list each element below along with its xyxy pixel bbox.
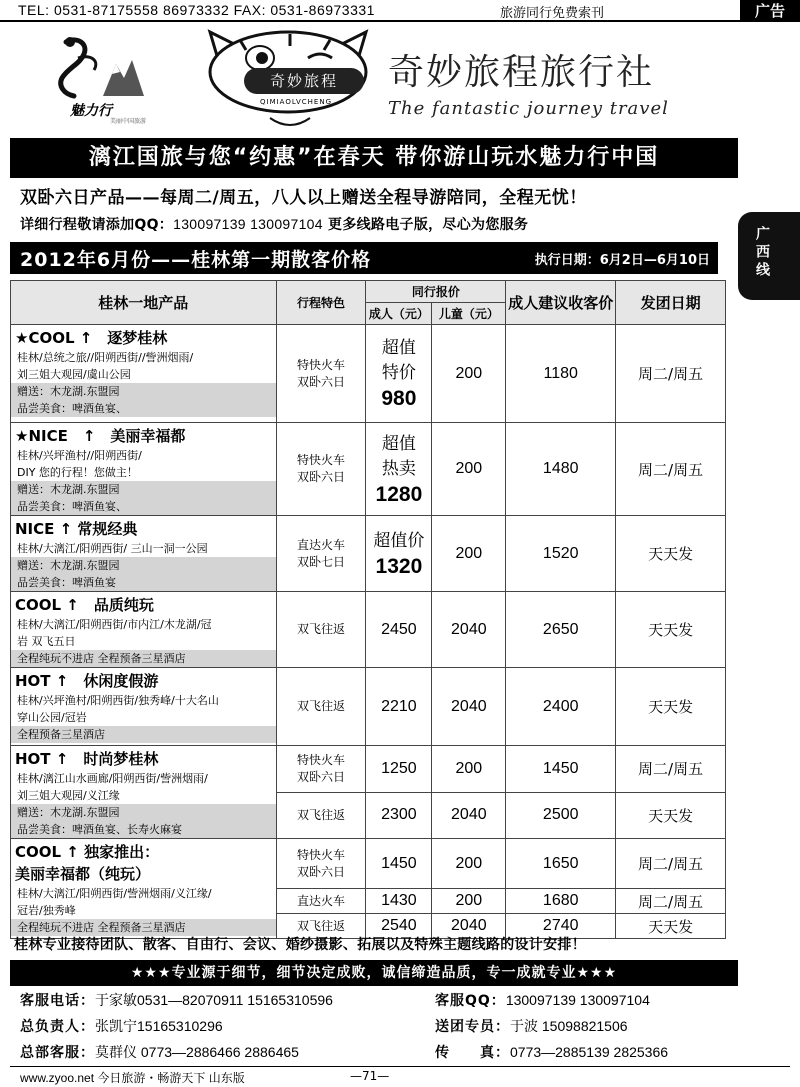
agency-english-name: The fantastic journey travel [388, 98, 669, 119]
feature-cell [276, 839, 366, 889]
meilixing-logo [40, 34, 160, 126]
itinerary-line: 桂林/漓江山水画廊/阳朔西街/訾洲烟雨/ [17, 772, 208, 785]
retail-price: 1650 [506, 839, 616, 889]
itinerary-line: 桂林/大漓江/阳朔西街/ 三山一洞一公园 [17, 542, 208, 555]
col-child: 儿童（元） [432, 303, 506, 325]
feature-text: 双卧七日 [297, 554, 346, 569]
qq-prefix: 详细行程敬请添加QQ： [20, 217, 174, 233]
feature-cell [276, 592, 366, 668]
feature-text: 双飞往返 [297, 699, 346, 713]
product-name: COOL ↑ 品质纯玩 [15, 596, 154, 614]
feature-cell [276, 325, 366, 423]
fax-value: 0773—2885139 2825366 [510, 1044, 669, 1060]
depart-days: 天天发 [616, 914, 726, 939]
bonus-line: 赠送：木龙湖.东盟园 [11, 481, 276, 498]
adult-price: 1280 [375, 482, 423, 506]
adult-price: 1320 [375, 554, 423, 578]
itinerary-line: 刘三姐大观园/虞山公园 [17, 368, 131, 381]
child-price: 2040 [432, 792, 506, 839]
depart-days: 周二/周五 [616, 839, 726, 889]
child-price: 200 [432, 423, 506, 516]
agency-name: 奇妙旅程旅行社 [388, 52, 655, 93]
depart-days: 天天发 [616, 516, 726, 592]
bonus-line: 品尝美食：啤酒鱼宴、 [11, 400, 276, 417]
feature-text: 双飞往返 [297, 807, 346, 822]
phone-label: 客服电话： [20, 993, 95, 1009]
table-row [11, 325, 726, 423]
depart-days: 天天发 [616, 592, 726, 668]
adult-price: 2210 [366, 668, 432, 746]
cat-pinyin: QIMIAOLVCHENG [260, 98, 333, 106]
child-price: 2040 [432, 668, 506, 746]
table-row [11, 423, 726, 516]
product-cell [11, 668, 277, 746]
child-price: 200 [432, 516, 506, 592]
qq-value: 130097139 130097104 [505, 992, 650, 1008]
child-price: 2040 [432, 592, 506, 668]
retail-price: 2650 [506, 592, 616, 668]
feature-text: 双卧六日 [297, 374, 346, 389]
depart-days: 天天发 [616, 792, 726, 839]
product-name: HOT ↑ 休闲度假游 [15, 672, 159, 690]
logo-area [10, 26, 738, 136]
product-name: ★NICE ↑ 美丽幸福都 [15, 427, 186, 445]
product-cell [11, 839, 277, 939]
price-rows [11, 325, 726, 939]
depart-days: 周二/周五 [616, 746, 726, 793]
price-title-bar [10, 242, 718, 274]
promo-word: 超值价 [373, 530, 425, 551]
feature-cell [276, 746, 366, 793]
depart-days: 周二/周五 [616, 325, 726, 423]
head-value: 张凯宁15165310296 [95, 1018, 223, 1034]
footer-fax [435, 1042, 668, 1062]
bottom-rule [10, 1066, 790, 1067]
brand-subtitle: 美丽中国旅游 [110, 118, 147, 125]
feature-text: 双飞往返 [297, 918, 346, 933]
itinerary-line: 桂林/总统之旅//阳朔西街//訾洲烟雨/ [17, 351, 194, 364]
feature-text: 双卧六日 [297, 470, 346, 484]
promo-line: 双卧六日产品——每周二/周五，八人以上赠送全程导游陪同，全程无忧！ [20, 188, 587, 208]
adult-price: 2450 [366, 592, 432, 668]
feature-text: 特快火车 [297, 453, 346, 467]
child-price: 200 [432, 746, 506, 793]
product-cell [11, 746, 277, 839]
retail-price: 1180 [506, 325, 616, 423]
hq-label: 总部客服： [20, 1045, 95, 1061]
bonus-line: 品尝美食：啤酒鱼宴、长寿火麻宴 [11, 821, 276, 838]
product-name: COOL ↑ 独家推出： [15, 843, 160, 861]
itinerary-line: 桂林/兴坪渔村/阳朔西街/独秀峰/十大名山 [17, 694, 219, 707]
footer-hq [20, 1042, 299, 1062]
retail-price: 1450 [506, 746, 616, 793]
child-price: 200 [432, 889, 506, 914]
feature-text: 直达火车 [297, 893, 346, 908]
price-title: 2012年6月份——桂林第一期散客价格 [20, 249, 372, 271]
cat-badge: 奇妙旅程 [244, 68, 364, 94]
itinerary-line: 刘三姐大观园/义江缘 [17, 789, 120, 802]
contact-numbers: TEL: 0531-87175558 86973332 FAX: 0531-86973331 [18, 2, 375, 18]
product-cell [11, 592, 277, 668]
col-product: 桂林一地产品 [11, 281, 277, 325]
dancer-mountain-icon [48, 34, 148, 104]
bonus-line: 赠送：木龙湖.东盟园 [11, 804, 276, 821]
feature-cell [276, 423, 366, 516]
retail-price: 1520 [506, 516, 616, 592]
footer-phone [20, 990, 333, 1010]
footer-escort [435, 1016, 628, 1036]
promo-word: 超值 [381, 338, 416, 358]
fax-label: 传 真： [435, 1045, 510, 1061]
footer-head [20, 1016, 223, 1036]
qq-label: 客服QQ： [435, 993, 506, 1009]
feature-text: 直达火车 [297, 537, 346, 552]
itinerary-line: 桂林/大漓江/阳朔西街/訾洲烟雨/义江缘/ [17, 887, 212, 900]
phone-value: 于家敏0531—82070911 15165310596 [95, 992, 333, 1008]
bonus-line: 全程预备三星酒店 [11, 726, 276, 743]
escort-label: 送团专员： [435, 1019, 510, 1035]
site-footer: www.zyoo.net 今日旅游・畅游天下 山东版 [20, 1071, 245, 1085]
product-name: ★COOL ↑ 逐梦桂林 [15, 329, 168, 347]
feature-text: 双卧六日 [297, 769, 346, 784]
product-cell [11, 325, 277, 423]
feature-cell [276, 889, 366, 914]
qq-numbers: 130097139 130097104 [173, 216, 323, 232]
retail-price: 2740 [506, 914, 616, 939]
feature-text: 特快火车 [297, 847, 346, 862]
table-row [11, 839, 726, 889]
itinerary-line: 穿山公园/冠岩 [17, 711, 87, 724]
qq-suffix: 更多线路电子版，尽心为您服务 [322, 217, 529, 233]
valid-dates: 执行日期：6月2日—6月10日 [534, 253, 710, 268]
region-label: 广西线 [754, 226, 770, 280]
adult-price: 980 [381, 387, 417, 410]
index-note: 旅游同行免费索刊 [500, 6, 605, 21]
depart-days: 天天发 [616, 668, 726, 746]
head-label: 总负责人： [20, 1019, 95, 1035]
product-name-line2: 美丽幸福都（纯玩） [15, 865, 151, 883]
adult-price: 2300 [366, 792, 432, 839]
product-cell [11, 423, 277, 516]
adult-price-cell [366, 423, 432, 516]
promo-banner: 漓江国旅与您“约惠”在春天 带你游山玩水魅力行中国 [10, 138, 738, 178]
bonus-line: 赠送：木龙湖.东盟园 [11, 557, 276, 574]
feature-cell [276, 516, 366, 592]
table-row [11, 592, 726, 668]
retail-price: 1480 [506, 423, 616, 516]
feature-text: 特快火车 [297, 752, 346, 767]
itinerary-line: DIY 您的行程！您做主！ [17, 466, 138, 479]
cat-mascot [180, 26, 395, 134]
hq-value: 莫群仪 0773—2886466 2886465 [95, 1044, 299, 1060]
child-price: 2040 [432, 914, 506, 939]
table-row [11, 668, 726, 746]
table-row [11, 516, 726, 592]
motto-bar: ★★★专业源于细节，细节决定成败，诚信缔造品质，专一成就专业★★★ [10, 960, 738, 986]
promo-word: 热卖 [381, 458, 416, 479]
adult-price: 1430 [366, 889, 432, 914]
table-row [11, 746, 726, 793]
escort-value: 于波 15098821506 [510, 1018, 628, 1034]
product-cell [11, 516, 277, 592]
adult-price: 1250 [366, 746, 432, 793]
depart-days: 周二/周五 [616, 423, 726, 516]
region-side-tab [738, 212, 800, 300]
adult-price-cell [366, 325, 432, 423]
col-adult: 成人（元） [366, 303, 432, 325]
product-name: NICE ↑ 常规经典 [15, 520, 138, 538]
price-table [10, 280, 726, 939]
bonus-line: 全程纯玩不进店 全程预备三星酒店 [11, 650, 276, 667]
adult-price: 2540 [366, 914, 432, 939]
feature-text: 特快火车 [297, 357, 346, 372]
col-depart: 发团日期 [616, 281, 726, 325]
top-bar [0, 0, 800, 22]
itinerary-line: 桂林/兴坪渔村//阳朔西街/ [17, 449, 142, 462]
itinerary-line: 冠岩/独秀峰 [17, 904, 76, 917]
col-retail: 成人建议收客价 [506, 281, 616, 325]
bonus-line: 品尝美食：啤酒鱼宴、 [11, 498, 276, 515]
adult-price: 1450 [366, 839, 432, 889]
service-statement: 桂林专业接待团队、散客、自由行、会议、婚纱摄影、拓展以及特殊主题线路的设计安排！ [14, 937, 586, 953]
product-name: HOT ↑ 时尚梦桂林 [15, 750, 159, 768]
depart-days: 周二/周五 [616, 889, 726, 914]
adult-price-cell [366, 516, 432, 592]
col-trade-price: 同行报价 [366, 281, 506, 303]
brand-name: 魅力行 [70, 103, 112, 119]
itinerary-line: 桂林/大漓江/阳朔西街/市内江/木龙湖/冠 [17, 618, 212, 631]
qq-line [20, 214, 528, 234]
child-price: 200 [432, 839, 506, 889]
feature-cell [276, 668, 366, 746]
promo-word: 特价 [381, 363, 416, 383]
retail-price: 2400 [506, 668, 616, 746]
bonus-line: 品尝美食：啤酒鱼宴 [11, 574, 276, 591]
itinerary-line: 岩 双飞五日 [17, 635, 76, 648]
bonus-line: 赠送：木龙湖.东盟园 [11, 383, 276, 400]
ad-tag: 广告 [740, 0, 800, 22]
col-feature: 行程特色 [276, 281, 366, 325]
promo-word: 超值 [381, 433, 416, 454]
bonus-line: 全程纯玩不进店 全程预备三星酒店 [11, 919, 276, 936]
feature-text: 双飞往返 [297, 622, 346, 636]
feature-cell [276, 792, 366, 839]
retail-price: 2500 [506, 792, 616, 839]
page-number: —71— [350, 1069, 390, 1083]
retail-price: 1680 [506, 889, 616, 914]
child-price: 200 [432, 325, 506, 423]
footer-qq [435, 990, 650, 1010]
feature-text: 双卧六日 [297, 864, 346, 879]
